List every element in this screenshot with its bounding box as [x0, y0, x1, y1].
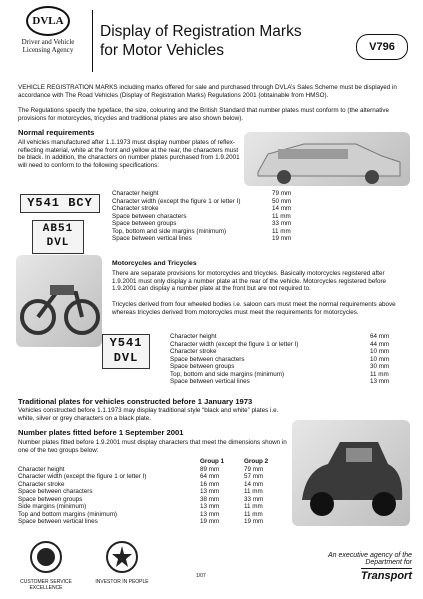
spec-value: 13 mm [370, 378, 390, 385]
spec-label: Top, bottom and side margins (minimum) [112, 227, 227, 235]
table-row [18, 488, 280, 496]
spec-label: Space between vertical lines [112, 235, 192, 242]
dft-block [292, 552, 412, 584]
row-label: Side margins (minimum) [18, 503, 87, 510]
before2001-table [18, 458, 280, 526]
spec-value: 14 mm [272, 205, 292, 212]
table-row [18, 481, 280, 489]
row-label: Top and bottom margins (minimum) [18, 510, 118, 518]
spec-label: Space between characters [170, 355, 245, 363]
table-row [18, 496, 280, 504]
page-title [100, 22, 340, 60]
spec-label: Character height [170, 333, 217, 340]
plate-moto-line1: Y541 [109, 336, 143, 350]
spec-label: Character height [112, 190, 159, 197]
vintage-car-photo [292, 420, 410, 526]
cell-g2: 11 mm [244, 503, 263, 510]
spec-row [112, 220, 312, 228]
motorcycle-photo [16, 255, 102, 347]
spec-label: Space between groups [170, 363, 235, 370]
agency-name-line1: Driver and Vehicle [21, 38, 75, 46]
intro-paragraph-2: The Regulations specify the typeface, the size, colouring and the British Standard that number plates must conform to (the alternative provisions for motorcycles, tricycles and traditional plates are also shown below). [18, 107, 390, 122]
exec-line1: An executive agency of the [327, 552, 412, 559]
spec-value: 33 mm [272, 220, 292, 227]
spec-label: Character stroke [112, 205, 159, 212]
spec-value: 11 mm [272, 212, 291, 220]
row-label: Space between characters [18, 488, 93, 495]
investor-in-people-icon [105, 540, 139, 574]
normal-spec-table [112, 190, 312, 243]
spec-value: 30 mm [370, 363, 390, 370]
car-photo [244, 132, 410, 186]
spec-value: 11 mm [272, 227, 291, 235]
customer-service-logo [18, 540, 74, 591]
plate-square-example [32, 220, 84, 254]
cell-g1: 13 mm [200, 503, 220, 510]
plate-moto-line2: DVL [113, 351, 139, 365]
spec-label: Character stroke [170, 348, 217, 355]
title-line1: Display of Registration Marks [100, 23, 302, 40]
spec-value: 19 mm [272, 235, 292, 242]
spec-label: Character width (except the figure 1 or letter I) [112, 197, 241, 205]
cell-g1: 19 mm [200, 518, 220, 525]
header-divider [92, 10, 93, 72]
table-row [18, 503, 280, 511]
spec-row [112, 228, 312, 236]
before2001-heading: Number plates fitted before 1 September 2001 [18, 428, 184, 437]
table-row [18, 473, 280, 481]
cell-g2: 79 mm [244, 465, 264, 473]
investor-in-people-logo [92, 540, 152, 585]
row-label: Character height [18, 465, 65, 473]
spec-label: Top, bottom and side margins (minimum) [170, 370, 285, 378]
table-row [18, 466, 280, 474]
spec-row [170, 333, 410, 341]
spec-value: 10 mm [370, 348, 390, 355]
plate-square-line1: AB51 [42, 223, 74, 235]
spec-label: Space between characters [112, 212, 187, 220]
row-label: Character width (except the figure 1 or letter I) [18, 473, 147, 480]
spec-value: 44 mm [370, 340, 390, 348]
spec-row [112, 205, 312, 213]
spec-row [112, 213, 312, 221]
spec-row [112, 235, 312, 243]
spec-row [170, 356, 410, 364]
moto-text-1: There are separate provisions for motorcycles and tricycles. Basically motorcycles registered after 1.9.2001 must only display a number plate at the rear of the vehicle. Motorcycles registered before 1.9.2001 can display a number plate at the front but are not required to. [112, 270, 387, 293]
cell-g2: 57 mm [244, 473, 264, 480]
spec-value: 64 mm [370, 333, 390, 340]
spec-label: Character width (except the figure 1 or letter I) [170, 340, 299, 348]
spec-value: 11 mm [370, 370, 389, 378]
title-line2: for Motor Vehicles [100, 42, 225, 59]
traditional-text: Vehicles constructed before 1.1.1973 may display traditional style “black and white” plates i.e. white, silver or grey characters on a black plate. [18, 407, 279, 422]
moto-spec-table [170, 333, 410, 386]
spec-label: Space between groups [112, 220, 177, 227]
normal-text: All vehicles manufactured after 1.1.1973 must display number plates of reflex-reflecting material, white at the front and yellow at the rear, the characters must be black. In addition, the characters on number plates purchased from 1.9.2001 will need to conform to the following specifications: [18, 139, 240, 169]
normal-heading: Normal requirements [18, 128, 95, 137]
cell-g2: 14 mm [244, 480, 264, 488]
moto-text-2: Tricycles derived from four wheeled bodies i.e. saloon cars must meet the normal requirements above whereas tricycles derived from motorcycles must meet the requirements for motorcycles. [112, 301, 396, 316]
customer-service-icon [29, 540, 63, 574]
exec-line3: Transport [360, 570, 412, 582]
agency-name-line2: Licensing Agency [22, 46, 74, 54]
spec-row [170, 378, 410, 386]
group1-header: Group 1 [200, 458, 225, 465]
row-label: Space between groups [18, 495, 83, 503]
plate-front-example: Y541 BCY [20, 194, 100, 213]
motorcycle-icon [16, 255, 102, 347]
row-label: Character stroke [18, 480, 65, 488]
spec-row [112, 190, 312, 198]
plate-square-line2: DVL [46, 237, 70, 249]
intro-paragraph-1: VEHICLE REGISTRATION MARKS including marks offered for sale and purchased through DVLA’s Sales Scheme must be displayed in accordance with The Road Vehicles (Display of Registration Marks) Regulations 2001 (obtainable from HMSO). [18, 84, 397, 99]
exec-line2: Department for [365, 559, 412, 566]
spec-value: 79 mm [272, 190, 292, 197]
car-icon [244, 132, 410, 186]
cell-g2: 19 mm [244, 518, 264, 525]
logo2-caption: INVESTOR IN PEOPLE [95, 579, 149, 585]
group2-header: Group 2 [244, 458, 269, 465]
dvla-logo-mark: DVLA [26, 6, 70, 36]
page-reference: 1/07 [196, 573, 206, 579]
spec-label: Space between vertical lines [170, 378, 250, 385]
spec-row [170, 363, 410, 371]
form-code-badge: V796 [356, 34, 408, 60]
cell-g1: 13 mm [200, 488, 220, 495]
cell-g1: 89 mm [200, 465, 220, 473]
cell-g1: 16 mm [200, 480, 220, 488]
cell-g1: 38 mm [200, 495, 220, 503]
spec-row [170, 348, 410, 356]
cell-g2: 33 mm [244, 495, 264, 503]
spec-value: 50 mm [272, 197, 292, 205]
logo1-caption: CUSTOMER SERVICE EXCELLENCE [20, 579, 72, 591]
row-label: Space between vertical lines [18, 518, 98, 525]
dvla-logo [8, 6, 88, 54]
cell-g1: 64 mm [200, 473, 220, 480]
cell-g1: 13 mm [200, 510, 220, 518]
spec-row [112, 198, 312, 206]
cell-g2: 11 mm [244, 488, 263, 495]
table-row [18, 518, 280, 526]
table-row [18, 511, 280, 519]
moto-heading: Motorcycles and Tricycles [112, 260, 197, 267]
vintage-car-icon [292, 420, 410, 526]
spec-value: 10 mm [370, 355, 390, 363]
spec-row [170, 371, 410, 379]
plate-motorcycle-example [102, 334, 150, 369]
spec-row [170, 341, 410, 349]
cell-g2: 11 mm [244, 510, 263, 518]
traditional-heading: Traditional plates for vehicles constructed before 1 January 1973 [18, 397, 253, 406]
before2001-text: Number plates fitted before 1.9.2001 must display characters that meet the dimensions shown in one of the two groups below: [18, 439, 287, 454]
